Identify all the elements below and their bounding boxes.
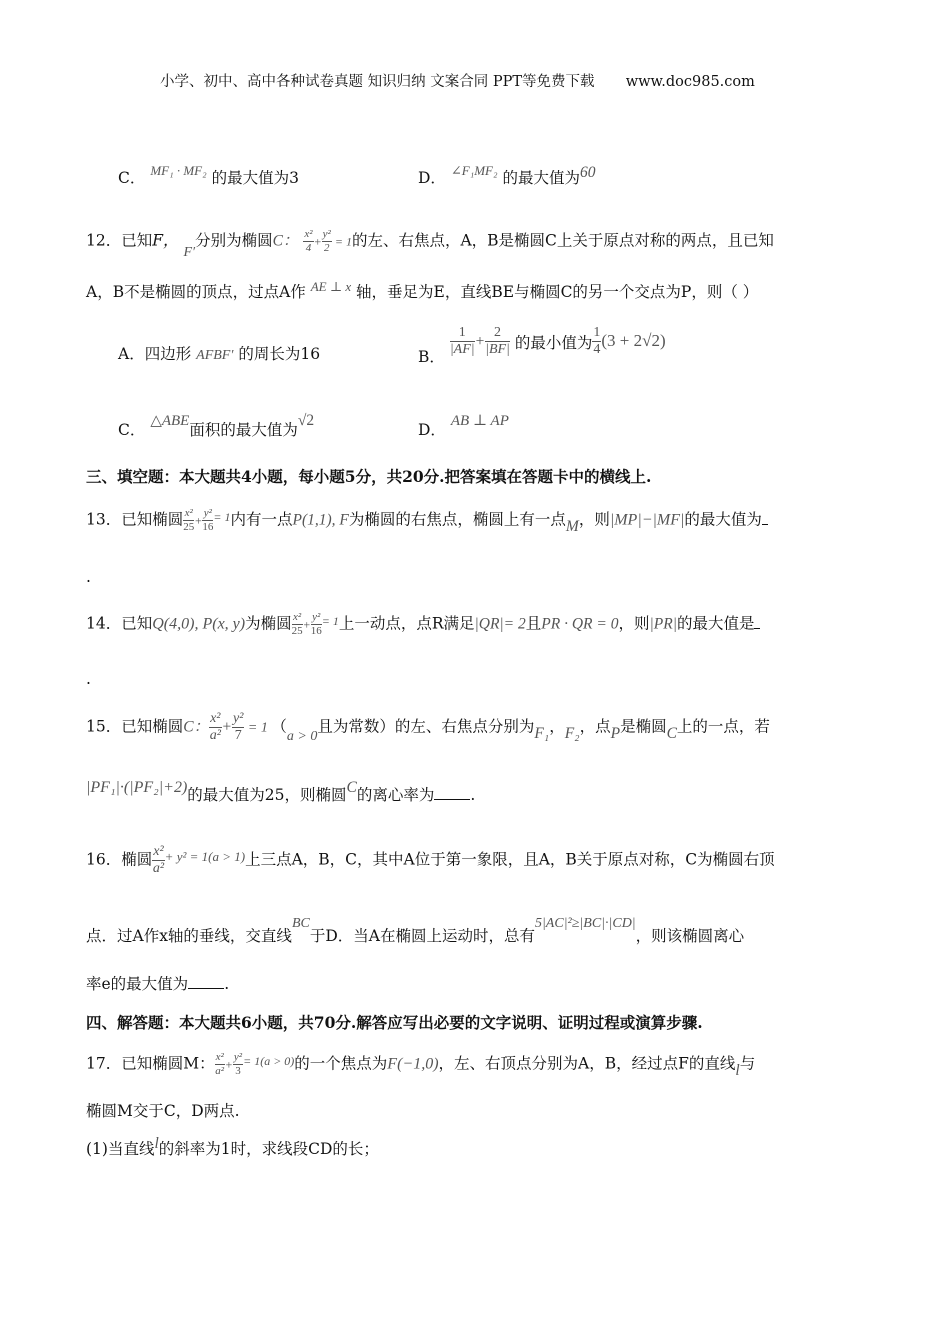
q16-line2: 点．过A作x轴的垂线，交直线BC于D．当A在椭圆上运动时，总有5|AC|²≥|BC|·|CD|，则该椭圆离心: [86, 916, 745, 945]
q16-line3: 率e的最大值为 .: [86, 975, 230, 993]
q17-line2: 椭圆M交于C，D两点.: [86, 1102, 240, 1120]
fraction-y2-3: $\frac{\text{y²}}{3}$: [233, 1051, 243, 1077]
q16-line1: 16．椭圆 $\frac{\text{x²}}{\text{a²}}$ $^{+ y^2 = 1(a > 1)}$上三点A，B，C，其中A位于第一象限，且A，B关于原点对称，C为椭圆右顶: [86, 844, 775, 876]
fraction-y2-2: $\frac{\text{y²}}{2}$: [322, 228, 331, 254]
fraction-y2-7: $\frac{\text{y²}}{7}$: [232, 711, 244, 743]
q17-line1: 17．已知椭圆M： $\frac{\text{x²}}{\text{a²}}$ + $\frac{\text{y²}}{3}$ $^{= 1(a > 0)}$的一个焦点为F(−1,0)，左、右顶点分别为A，B，经过点F的直线l与: [86, 1051, 756, 1079]
fraction-1-4: $\frac{1}{4}$: [593, 325, 601, 357]
fraction-1-af: $\frac{1}{|AF|}$: [449, 325, 475, 357]
q17-part1: (1)当直线l的斜率为1时，求线段CD的长；: [86, 1135, 379, 1158]
fraction-x2-4: $\frac{\text{x²}}{4}$: [304, 228, 313, 254]
fraction-x2-25b: $\frac{\text{x²}}{25}$: [291, 611, 303, 637]
q11-optc-math: MF₁ · MF₂: [150, 163, 207, 178]
q11-optd-math: ∠F₁MF₂: [450, 163, 498, 178]
q13-line1: 13．已知椭圆 $\frac{\text{x²}}{25}$ + $\frac{\text{y²}}{16}$ $^{= 1}$内有一点P(1,1), F为椭圆的右焦点，椭圆上有一点M，则|MP|−|MF|的最大值为: [86, 508, 768, 533]
page-header: [160, 70, 755, 91]
q12-option-b: B． $\frac{1}{|AF|}$ + $\frac{2}{|BF|}$ 的最小值为 $\frac{1}{4}$ (3 + 2√2): [418, 325, 666, 366]
q14-end: .: [86, 670, 91, 688]
q11-option-c: C． $^{MF_1 \cdot MF_2}$ 的最大值为3: [118, 163, 299, 187]
q15-answer-blank: [434, 787, 470, 800]
fraction-x2-a2-q16: $\frac{\text{x²}}{\text{a²}}$: [152, 844, 165, 876]
section-4-heading: 四、解答题：本大题共6小题，共70分.解答应写出必要的文字说明、证明过程或演算步骤.: [86, 1013, 703, 1032]
q12-option-a: A．四边形 AFBF′ 的周长为16: [118, 345, 321, 363]
fraction-y2-16: $\frac{\text{y²}}{16}$: [202, 507, 214, 533]
fraction-2-bf: $\frac{2}{|BF|}$: [485, 325, 510, 357]
q14-line1: 14．已知Q(4,0), P(x, y)为椭圆 $\frac{\text{x²}}{25}$ + $\frac{\text{y²}}{16}$ $^{= 1}$上一动点，点R满足|QR|= 2且PR · QR = 0，则|PR|的最大值是: [86, 612, 760, 637]
q13-end: .: [86, 568, 91, 586]
fraction-y2-16b: $\frac{\text{y²}}{16}$: [310, 611, 322, 637]
q16-answer-blank: [188, 976, 224, 989]
header-left-text: 小学、初中、高中各种试卷真题 知识归纳 文案合同 PPT等免费下载: [160, 74, 595, 90]
q12-option-c: C． △ABE面积的最大值为√2: [118, 412, 315, 439]
fraction-x2-a2: $\frac{\text{x²}}{\text{a²}}$: [209, 711, 221, 743]
q11-option-d: D． $^{\angle F_1MF_2}$ 的最大值为60: [418, 163, 596, 187]
q15-line2: |PF₁|·(|PF₂|+2)的最大值为25，则椭圆C的离心率为 .: [86, 779, 476, 804]
q12-option-d: D． AB ⊥ AP: [418, 413, 509, 439]
fraction-x2-a2-q17: $\frac{\text{x²}}{\text{a²}}$: [215, 1051, 225, 1077]
section-3-heading: 三、填空题：本大题共4小题，每小题5分，共20分.把答案填在答题卡中的横线上.: [86, 467, 652, 486]
header-url: www.doc985.com: [625, 74, 755, 90]
q12-line2: A，B不是椭圆的顶点，过点A作 $^{AE \perp x}$ 轴，垂足为E，直线BE与椭圆C的另一个交点为P，则（ ）: [86, 279, 759, 301]
q15-line1: 15．已知椭圆C： $\frac{\text{x²}}{\text{a²}}$ + $\frac{\text{y²}}{7}$ = 1 （a > 0且为常数）的左、右焦点分别为F₁，F₂，点P是椭圆C上的一点，若: [86, 711, 770, 744]
q12-line1: 12．已知F， F′分别为椭圆C： $\frac{\text{x²}}{4}$ + $\frac{\text{y²}}{2}$ = 1的左、右焦点，A，B是椭圆C上关于原点对称的两点，且已知: [86, 228, 774, 260]
fraction-x2-25: $\frac{\text{x²}}{25}$: [183, 507, 195, 533]
